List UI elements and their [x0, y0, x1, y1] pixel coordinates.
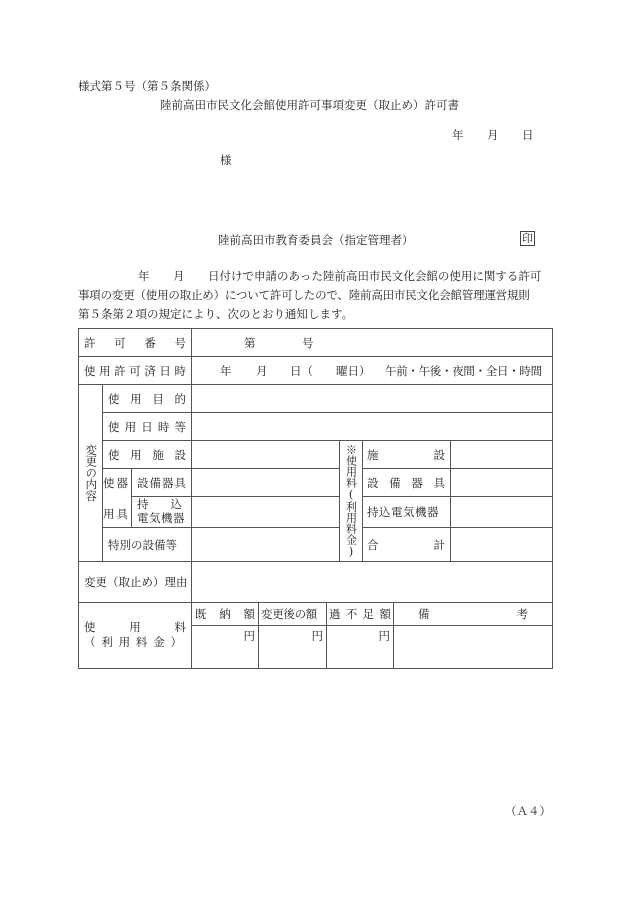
reason-field[interactable] — [192, 562, 552, 602]
purpose-label: 使 用 目 的 — [108, 391, 186, 406]
fee-total-field[interactable] — [451, 528, 552, 561]
fee-electric-label: 持込電気機器 — [367, 505, 439, 519]
date-month: 月 — [487, 128, 499, 142]
equipment-field[interactable] — [192, 469, 338, 496]
equipment-group-bottom: 用具 — [103, 507, 130, 521]
purpose-field[interactable] — [192, 385, 552, 412]
date-day: 日 — [522, 128, 534, 142]
issuer: 陸前高田市教育委員会（指定管理者） — [218, 233, 414, 247]
body-line2: 事項の変更（使用の取止め）について許可したので、陸前高田市民文化会館管理運営規則 — [78, 288, 530, 302]
permit-number-prefix: 第 — [244, 336, 256, 350]
permit-number-label: 許 可 番 号 — [84, 335, 186, 350]
fee-facility-label: 施 設 — [367, 447, 445, 462]
paid-amount-header: 既 納 額 — [195, 607, 255, 621]
permit-datetime-label: 使 用 許 可 済 日 時 — [84, 363, 186, 378]
currency-unit: 円 — [378, 629, 390, 643]
document-title: 陸前高田市民文化会館使用許可事項変更（取止め）許可書 — [160, 98, 459, 112]
fee-section-label: ※使用料(利用料金) — [344, 444, 358, 558]
equipment-label: 設 備 器 具 — [137, 475, 186, 490]
fee-total-label: 合 計 — [367, 537, 445, 552]
special-equipment-label: 特別の設備等 — [108, 537, 177, 552]
remarks-header: 備 考 — [418, 607, 528, 621]
fee-equipment-label: 設 備 器 具 — [367, 475, 445, 490]
usage-datetime-field[interactable] — [192, 413, 552, 440]
special-equipment-field[interactable] — [192, 528, 338, 561]
fee-summary-label: 使 用 料 （ 利 用 料 金 ） — [84, 620, 186, 649]
difference-field[interactable] — [327, 626, 393, 668]
electric-label: 持 込 電気機器 — [137, 497, 185, 525]
difference-header: 過 不 足 額 — [329, 607, 391, 621]
fee-equipment-field[interactable] — [451, 469, 552, 496]
body-line1-year: 年 — [138, 269, 150, 283]
facility-field[interactable] — [192, 441, 338, 468]
seal-mark: 印 — [522, 232, 533, 245]
permit-number-field[interactable] — [192, 329, 552, 356]
form-number: 様式第５号（第５条関係） — [78, 79, 216, 93]
equipment-group-top: 使器 — [103, 476, 130, 490]
currency-unit: 円 — [243, 629, 255, 643]
remarks-field[interactable] — [394, 626, 552, 668]
permit-weekday: 曜日） — [336, 364, 371, 378]
date-year: 年 — [452, 128, 464, 142]
after-change-header: 変更後の額 — [261, 607, 317, 621]
usage-datetime-label: 使 用 日 時 等 — [108, 419, 186, 434]
change-content-label: 変更の内容 — [84, 444, 99, 502]
paper-size: （Ａ４） — [505, 804, 551, 818]
facility-label: 使 用 施 設 — [108, 447, 186, 462]
permit-periods: 午前・午後・夜間・全日・時間 — [385, 364, 542, 378]
permit-day: 日（ — [290, 364, 313, 378]
body-line3: 第５条第２項の規定により、次のとおり通知します。 — [78, 307, 354, 321]
permit-month: 月 — [256, 364, 268, 378]
body-line1-rest: 日付けで申請のあった陸前高田市民文化会館の使用に関する許可 — [208, 269, 542, 283]
permit-year: 年 — [220, 364, 232, 378]
electric-field[interactable] — [192, 497, 338, 527]
after-change-field[interactable] — [259, 626, 326, 668]
fee-electric-field[interactable] — [451, 497, 552, 527]
paid-amount-field[interactable] — [192, 626, 258, 668]
reason-label: 変更（取止め）理由 — [84, 575, 188, 589]
addressee-suffix: 様 — [220, 153, 232, 167]
body-line1-month: 月 — [173, 269, 185, 283]
fee-facility-field[interactable] — [451, 441, 552, 468]
currency-unit: 円 — [311, 629, 323, 643]
permit-number-suffix: 号 — [302, 336, 314, 350]
